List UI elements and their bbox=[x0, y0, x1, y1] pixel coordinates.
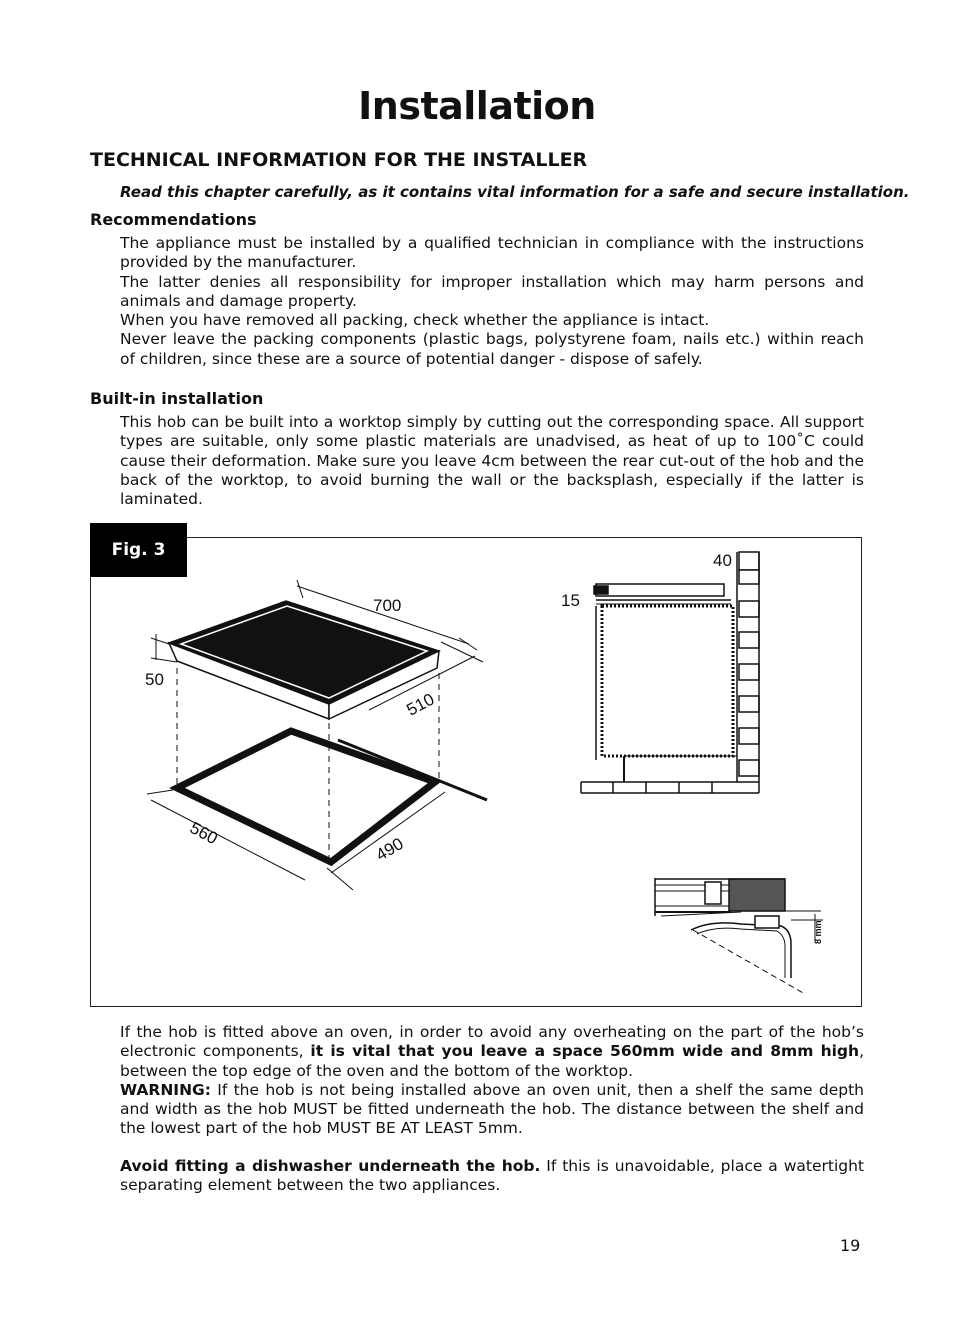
figure-label: Fig. 3 bbox=[90, 523, 187, 577]
page-title: Installation bbox=[358, 84, 596, 128]
section-heading: TECHNICAL INFORMATION FOR THE INSTALLER bbox=[90, 149, 588, 171]
dishwasher-rest: If this is unavoidable, place a watertight separating element between the two appliances. bbox=[120, 1157, 864, 1195]
hob-drawing bbox=[169, 601, 439, 719]
page-number: 19 bbox=[840, 1236, 861, 1255]
detail-drawing bbox=[655, 878, 823, 994]
warning-paragraph bbox=[120, 1081, 864, 1139]
built-in-heading: Built-in installation bbox=[90, 389, 264, 408]
installation-diagram bbox=[91, 538, 861, 1006]
dishwasher-paragraph bbox=[120, 1157, 864, 1196]
oven-paragraph bbox=[120, 1023, 864, 1081]
dim-560-label: 560 bbox=[186, 818, 221, 849]
oven-text bbox=[120, 1023, 864, 1139]
cutout-drawing bbox=[177, 731, 487, 862]
intro-note: Read this chapter carefully, as it contains vital information for a safe and secure installation. bbox=[120, 183, 910, 201]
recommendation-line: The latter denies all responsibility for improper installation which may harm persons and animals and damage property. bbox=[120, 272, 864, 310]
recommendations-text bbox=[120, 234, 864, 369]
cross-section-drawing bbox=[581, 552, 759, 793]
dishwasher-text bbox=[120, 1157, 864, 1196]
dim-8mm-label: 8 mm bbox=[813, 920, 823, 944]
warning-text: If the hob is not being installed above an oven unit, then a shelf the same depth and width as the hob MUST be fitted underneath the hob. The distance between the shelf and the lowest part of the hob MUST BE AT LEAST 5mm. bbox=[120, 1080, 864, 1138]
oven-text-before: If the hob is fitted above an oven, in order to avoid any overheating on the part of the hob’s electronic components, bbox=[120, 1023, 864, 1061]
dim-40-label: 40 bbox=[713, 551, 732, 570]
recommendation-line: The appliance must be installed by a qualified technician in compliance with the instructions provided by the manufacturer. bbox=[120, 234, 864, 272]
warning-label: WARNING: bbox=[120, 1080, 211, 1099]
dim-15-label: 15 bbox=[561, 591, 580, 610]
recommendation-line: When you have removed all packing, check whether the appliance is intact. bbox=[120, 311, 710, 330]
recommendations-heading: Recommendations bbox=[90, 210, 257, 229]
oven-text-bold: it is vital that you leave a space 560mm wide and 8mm high bbox=[310, 1042, 860, 1061]
recommendation-line: Never leave the packing components (plastic bags, polystyrene foam, nails etc.) within reach of children, since these are a source of potential danger - dispose of safely. bbox=[120, 330, 864, 368]
built-in-paragraph: This hob can be built into a worktop simply by cutting out the corresponding space. All support types are suitable, only some plastic materials are unadvised, as heat of up to 100˚C could cause their deformation. Make sure you leave 4cm between the rear cut-out of the hob and the back of the worktop, to avoid burning the wall or the backsplash, especially if the latter is laminated. bbox=[120, 413, 864, 509]
dim-700-label: 700 bbox=[373, 596, 402, 615]
dim-490-label: 490 bbox=[372, 834, 407, 865]
dim-50-label: 50 bbox=[145, 670, 164, 689]
dim-510-label: 510 bbox=[403, 689, 438, 720]
dishwasher-bold: Avoid fitting a dishwasher underneath the hob. bbox=[120, 1157, 541, 1175]
oven-text-after: , between the top edge of the oven and the bottom of the worktop. bbox=[120, 1042, 864, 1080]
built-in-text bbox=[120, 413, 864, 509]
